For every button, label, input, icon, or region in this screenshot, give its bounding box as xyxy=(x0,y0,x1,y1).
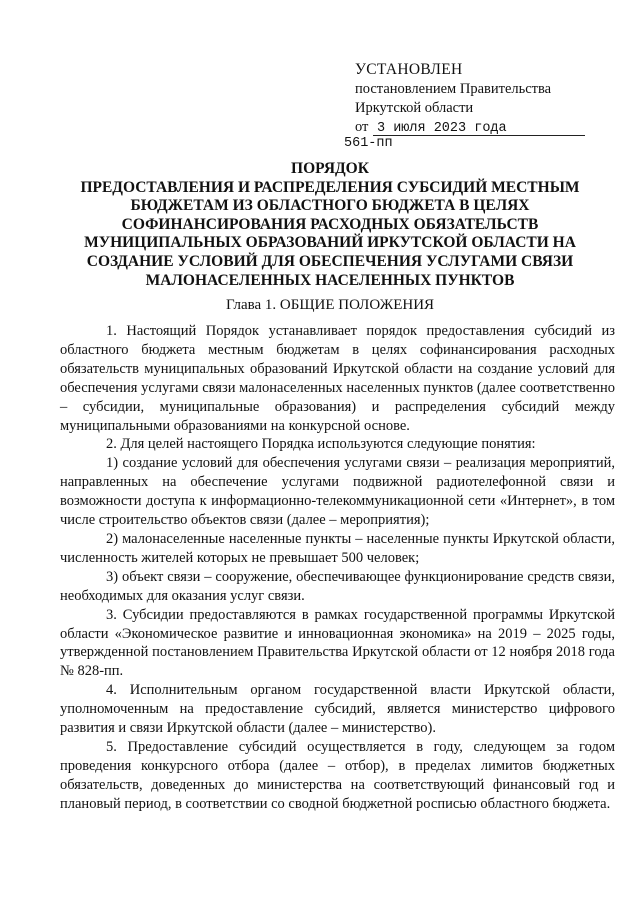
approval-line-1: постановлением Правительства xyxy=(355,81,552,97)
approval-heading: УСТАНОВЛЕН xyxy=(355,61,463,78)
approval-date-row xyxy=(355,118,595,137)
title-line: СОЗДАНИЕ УСЛОВИЙ ДЛЯ ОБЕСПЕЧЕНИЯ УСЛУГАМИ СВЯЗИ xyxy=(86,252,574,270)
title-line: ПРЕДОСТАВЛЕНИЯ И РАСПРЕДЕЛЕНИЯ СУБСИДИЙ МЕСТНЫМ xyxy=(80,178,580,196)
approval-date-value: 3 июля 2023 года xyxy=(377,121,507,136)
document-body xyxy=(60,320,615,814)
approval-block xyxy=(355,60,595,137)
title-line: СОФИНАНСИРОВАНИЯ РАСХОДНЫХ ОБЯЗАТЕЛЬСТВ xyxy=(121,215,539,233)
approval-date-prefix: от xyxy=(355,119,369,135)
paragraph: 4. Исполнительным органом государственной власти Иркутской области, уполномоченным на предоставление субсидий, является министерство цифрового развития и связи Иркутской области (далее – министерство). xyxy=(60,682,615,737)
approval-number: 561-пп xyxy=(344,136,393,151)
title-line: БЮДЖЕТАМ ИЗ ОБЛАСТНОГО БЮДЖЕТА В ЦЕЛЯХ xyxy=(130,197,530,215)
date-underline xyxy=(373,135,585,136)
paragraph: 2) малонаселенные населенные пункты – населенные пункты Иркутской области, численность жителей которых не превышает 500 человек; xyxy=(60,530,615,566)
document-title xyxy=(60,160,600,290)
paragraph: 5. Предоставление субсидий осуществляется в году, следующем за годом проведения конкурсного отбора (далее – отбор), в пределах лимитов бюджетных обязательств, доведенных до министерства на соответствующий финансовый год и плановый период, в соответствии со сводной бюджетной росписью областного бюджета. xyxy=(60,738,615,812)
paragraph: 3) объект связи – сооружение, обеспечивающее функционирование средств связи, необходимых для оказания услуг связи. xyxy=(60,568,615,604)
paragraph: 3. Субсидии предоставляются в рамках государственной программы Иркутской области «Экономическое развитие и инновационная экономика» на 2019 – 2025 годы, утвержденной постановлением Правительства Иркутской области от 12 ноября 2018 года № 828-пп. xyxy=(60,606,615,680)
paragraph: 2. Для целей настоящего Порядка используются следующие понятия: xyxy=(106,436,536,453)
title-line: ПОРЯДОК xyxy=(291,160,369,177)
paragraph: 1) создание условий для обеспечения услугами связи – реализация мероприятий, направленных на обеспечение услугами подвижной радиотелефонной связи и возможности доступа к информационно-телекоммуникационной сети «Интернет», в том числе строительство объектов связи (далее – мероприятия); xyxy=(60,455,615,529)
chapter-heading: Глава 1. ОБЩИЕ ПОЛОЖЕНИЯ xyxy=(225,297,435,313)
approval-line-2: Иркутской области xyxy=(355,100,474,116)
title-line: МАЛОНАСЕЛЕННЫХ НАСЕЛЕННЫХ ПУНКТОВ xyxy=(145,271,515,289)
title-line: МУНИЦИПАЛЬНЫХ ОБРАЗОВАНИЙ ИРКУТСКОЙ ОБЛАСТИ НА xyxy=(84,234,576,252)
paragraph: 1. Настоящий Порядок устанавливает порядок предоставления субсидий из областного бюджета местным бюджетам в целях софинансирования расходных обязательств муниципальных образований Иркутской области на создание условий для обеспечения услугами связи малонаселенных населенных пунктов (далее соответственно – субсидии, муниципальные образования) и распределения субсидий между муниципальными образованиями на конкурсной основе. xyxy=(60,323,615,434)
